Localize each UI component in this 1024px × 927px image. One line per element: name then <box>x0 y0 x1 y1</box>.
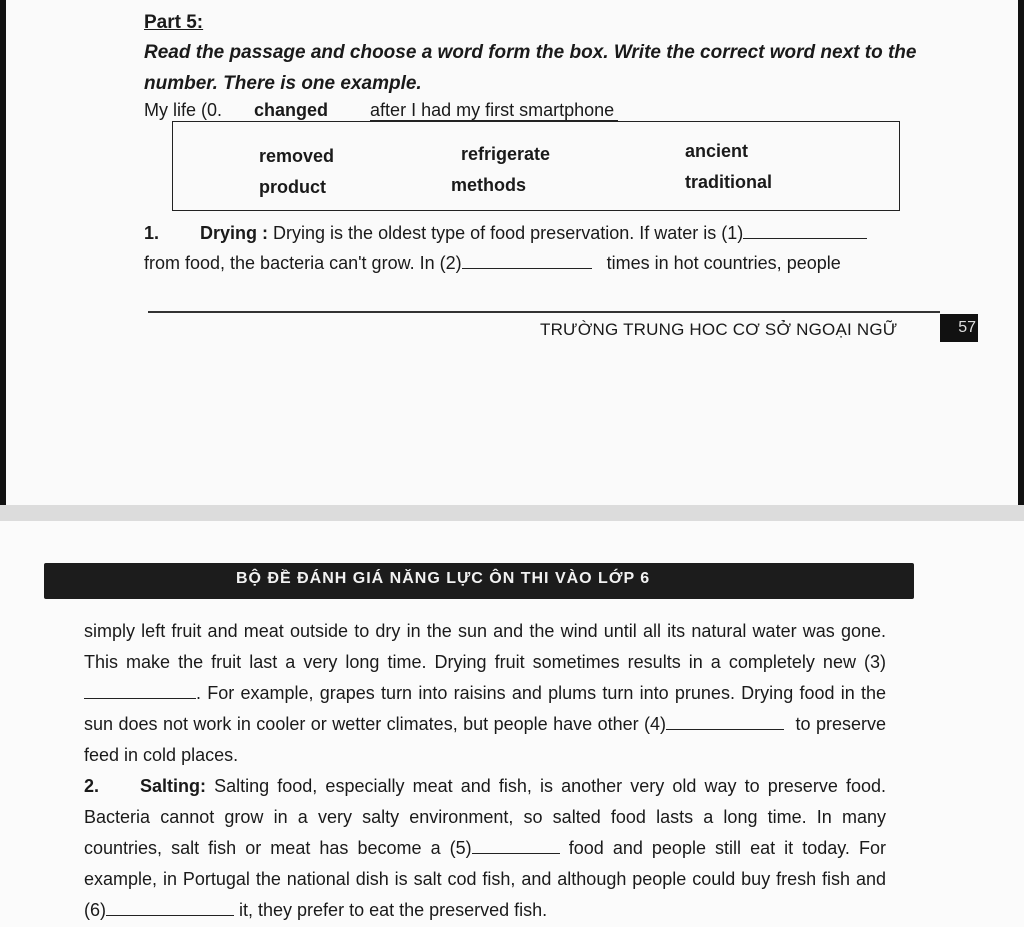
banner-title: BỘ ĐỀ ĐÁNH GIÁ NĂNG LỰC ÔN THI VÀO LỚP 6 <box>236 570 651 587</box>
word-refrigerate: refrigerate <box>461 144 551 164</box>
example-answer: changed <box>227 100 355 122</box>
example-prefix: My life (0. <box>144 100 223 120</box>
word-box <box>172 121 900 211</box>
section-2-text-2: food and people still eat it today. For example, in Portugal the national dish is salt cod fish, and although people could buy fresh fish and (6) <box>84 838 886 920</box>
section-2-text-3: it, they prefer to eat the preserved fish. <box>239 900 548 920</box>
photo-edge-right <box>1018 0 1024 520</box>
page-gap <box>0 505 1024 521</box>
blank-5[interactable] <box>472 835 560 854</box>
example-line <box>144 100 618 122</box>
continued-text-2: . For example, grapes turn into raisins and plums turn into prunes. Drying food in the sun does not work in cooler or wetter climates, but people have other (4) <box>84 683 886 734</box>
example-suffix: after I had my first smartphone <box>370 100 618 121</box>
word-ancient: ancient <box>685 141 749 161</box>
section-1-number: 1. <box>144 223 160 243</box>
word-removed: removed <box>259 146 335 166</box>
section-1-text-c: times in hot countries, people <box>606 253 841 273</box>
section-2-heading: Salting: <box>140 776 206 796</box>
section-2-text-1: Salting food, especially meat and fish, is another very old way to preserve food. Bacteria cannot grow in a very salty environment, so salted food lasts a long time. In many countries, salt fish or meat has become a (5) <box>84 776 886 858</box>
page-number: 57 <box>940 314 978 342</box>
page-footer-rule <box>148 311 940 313</box>
word-product: product <box>259 177 326 197</box>
section-2-number: 2. <box>84 776 100 796</box>
section-1-text-a: Drying is the oldest type of food preservation. If water is (1) <box>273 223 744 243</box>
section-2-paragraph <box>84 771 886 926</box>
part-title: Part 5: <box>144 12 204 33</box>
blank-1[interactable] <box>743 220 867 239</box>
section-1-paragraph <box>144 218 940 278</box>
instructions: Read the passage and choose a word form the box. Write the correct word next to the number. There is one example. <box>144 42 917 94</box>
blank-3[interactable] <box>84 680 196 699</box>
passage-continued <box>84 616 886 926</box>
blank-2[interactable] <box>462 250 592 269</box>
blank-4[interactable] <box>666 711 784 730</box>
word-traditional: traditional <box>685 172 773 192</box>
continued-text-3: to preserve feed in cold places. <box>84 714 886 765</box>
school-name: TRƯỜNG TRUNG HOC CƠ SỞ NGOẠI NGỮ <box>540 320 898 339</box>
word-methods: methods <box>451 175 527 195</box>
continued-paragraph <box>84 616 886 771</box>
continued-text-1: simply left fruit and meat outside to dry in the sun and the wind until all its natural water was gone. This make the fruit last a very long time. Drying fruit sometimes results in a completely new (3) <box>84 621 886 672</box>
section-1-text-b: from food, the bacteria can't grow. In (2) <box>144 253 462 273</box>
blank-6[interactable] <box>106 897 234 916</box>
section-1-heading: Drying : <box>200 223 269 243</box>
